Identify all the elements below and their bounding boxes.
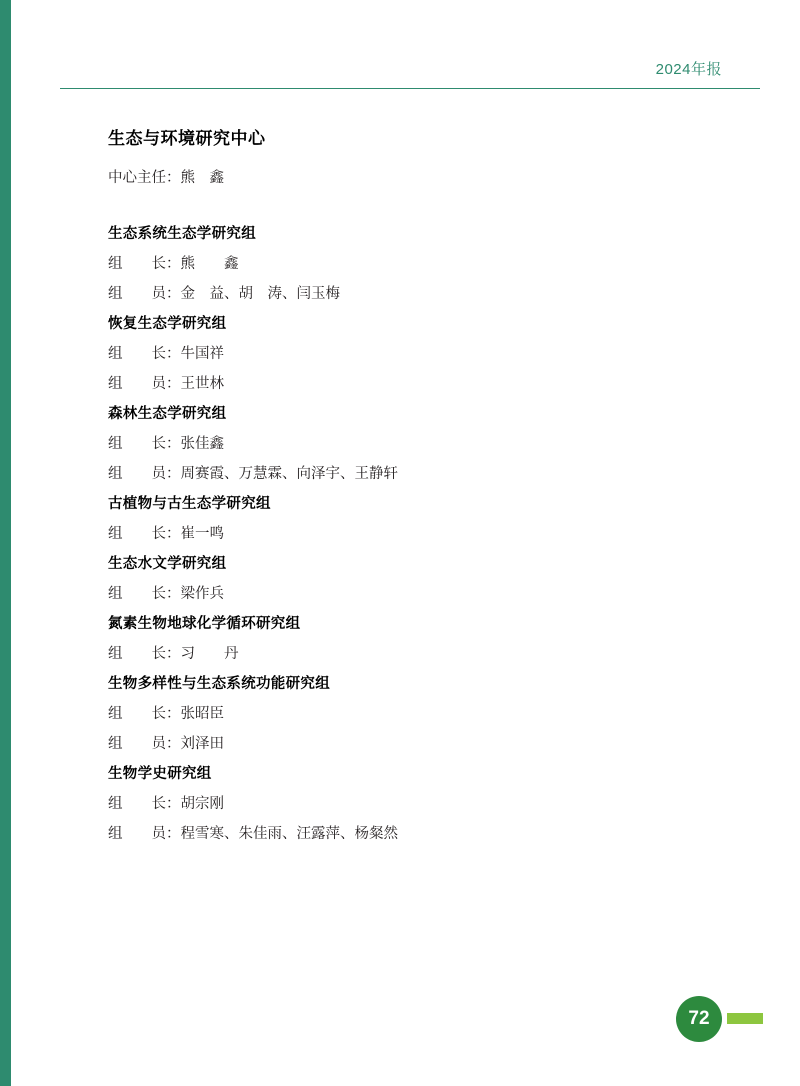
group-leader: 组 长：胡宗刚 [108, 796, 224, 812]
page-title: 生态与环境研究中心 [108, 129, 266, 148]
research-group [108, 764, 728, 844]
left-edge-bar-inner [11, 0, 14, 1086]
group-name: 氮素生物地球化学循环研究组 [108, 616, 301, 632]
research-group [108, 674, 728, 754]
group-members: 组 员：周赛霞、万慧霖、向泽宇、王静轩 [108, 466, 398, 482]
group-leader: 组 长：张佳鑫 [108, 436, 224, 452]
page-header [60, 58, 760, 94]
group-leader: 组 长：梁作兵 [108, 586, 224, 602]
research-group [108, 314, 728, 394]
group-leader: 组 长：崔一鸣 [108, 526, 224, 542]
page-number-dash [727, 1013, 763, 1024]
group-members: 组 员：王世林 [108, 376, 224, 392]
group-name: 生物学史研究组 [108, 766, 212, 782]
group-name: 生态水文学研究组 [108, 556, 227, 572]
group-leader: 组 长：牛国祥 [108, 346, 224, 362]
group-leader: 组 长：熊 鑫 [108, 256, 239, 272]
group-name: 生态系统生态学研究组 [108, 226, 256, 242]
group-name: 古植物与古生态学研究组 [108, 496, 271, 512]
group-members: 组 员：金 益、胡 涛、闫玉梅 [108, 286, 340, 302]
research-group [108, 494, 728, 544]
research-group [108, 404, 728, 484]
left-edge-bar [0, 0, 11, 1086]
research-group [108, 614, 728, 664]
page-number-badge: 72 [676, 996, 722, 1042]
header-year-label: 2024年报 [655, 61, 722, 78]
research-group [108, 224, 728, 304]
group-members: 组 员：刘泽田 [108, 736, 224, 752]
group-leader: 组 长：张昭臣 [108, 706, 224, 722]
center-director: 中心主任：熊 鑫 [108, 170, 224, 186]
group-name: 森林生态学研究组 [108, 406, 227, 422]
header-divider [60, 88, 760, 89]
group-name: 生物多样性与生态系统功能研究组 [108, 676, 330, 692]
page-content [108, 128, 728, 854]
group-name: 恢复生态学研究组 [108, 316, 227, 332]
group-leader: 组 长：习 丹 [108, 646, 239, 662]
group-members: 组 员：程雪寒、朱佳雨、汪露萍、杨粲然 [108, 826, 398, 842]
research-group [108, 554, 728, 604]
